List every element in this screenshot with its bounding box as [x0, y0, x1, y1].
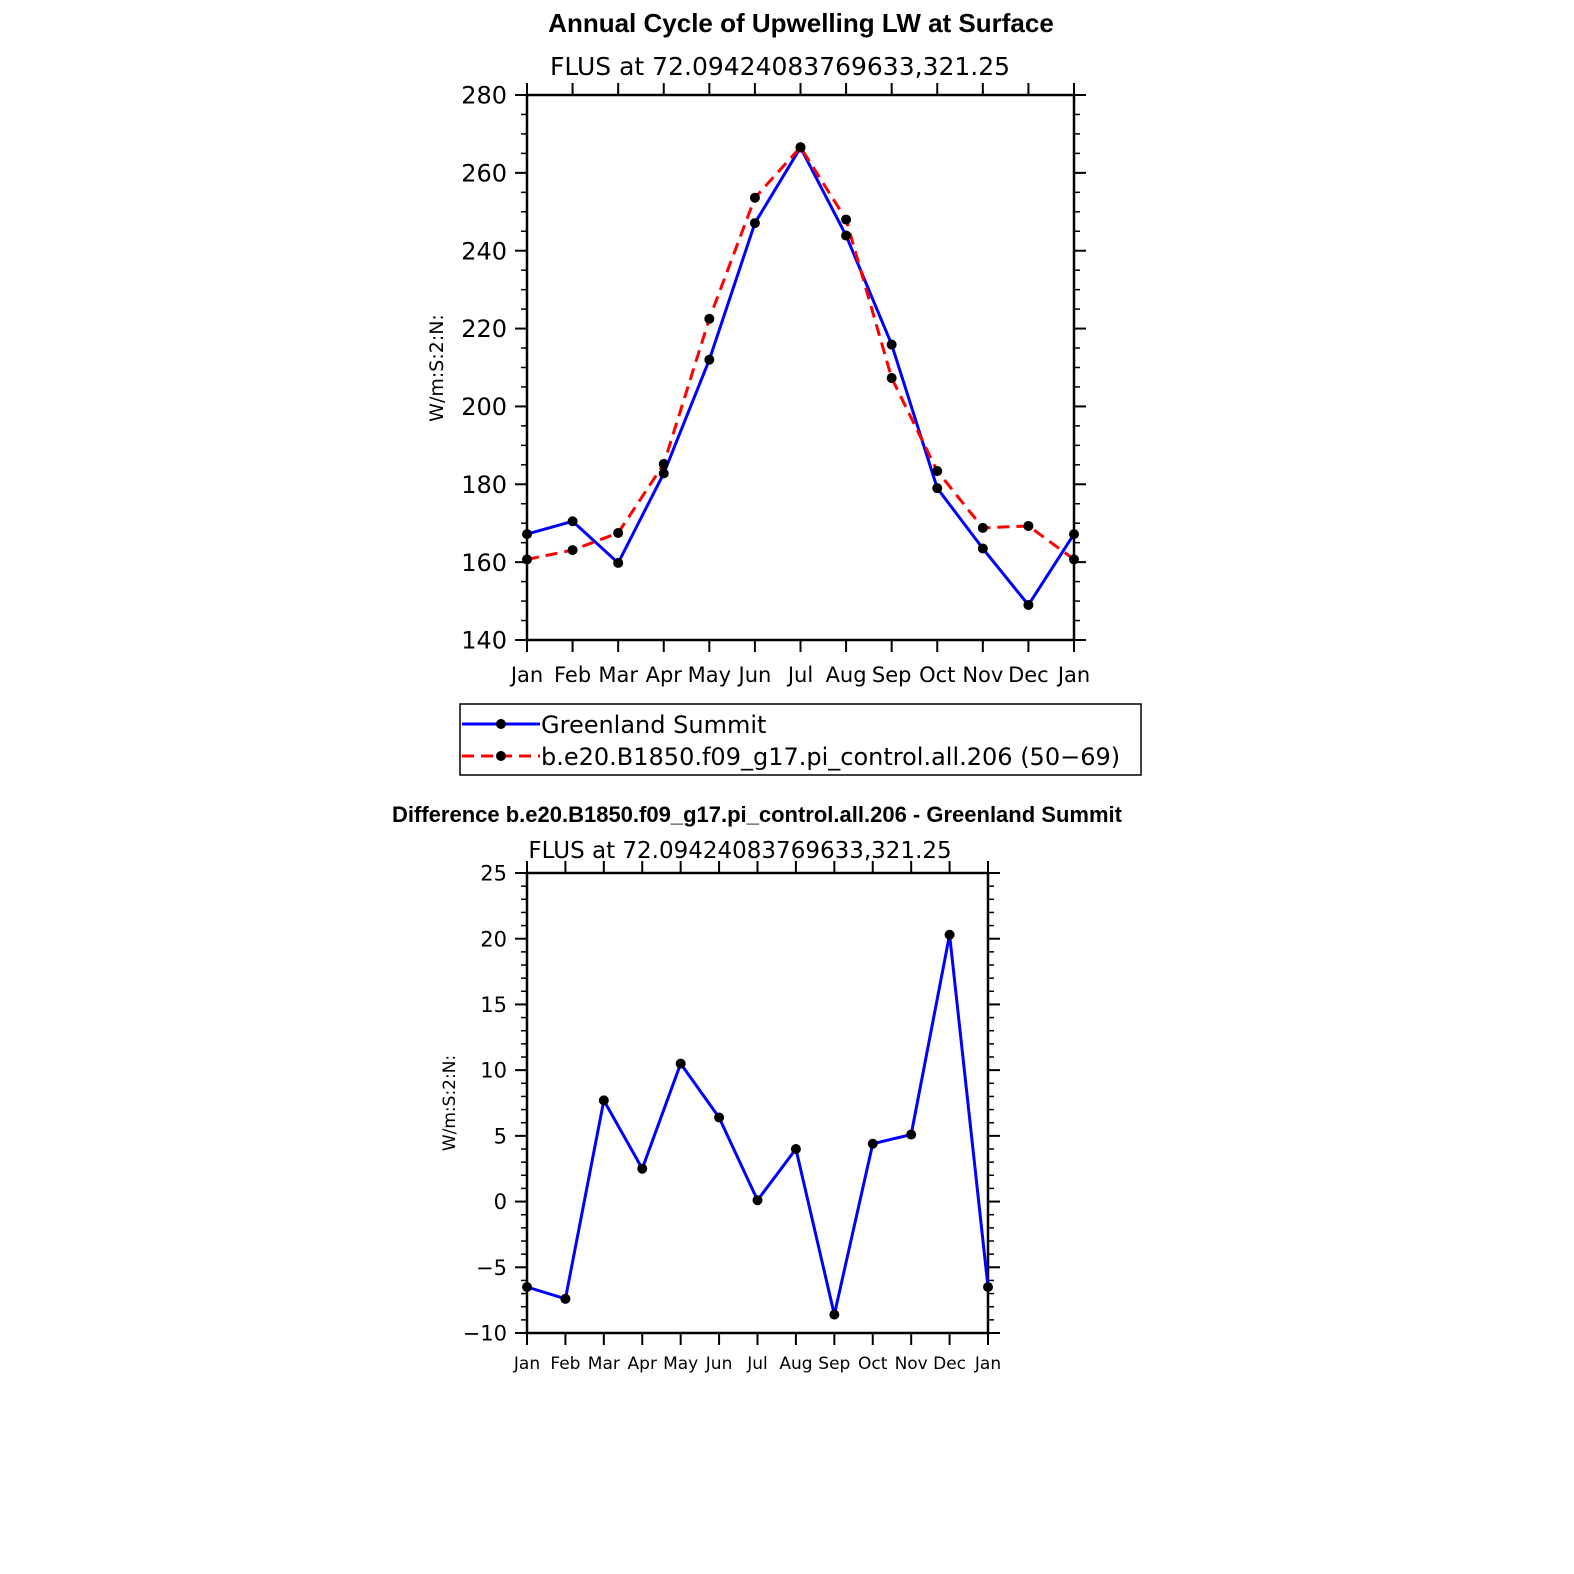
y-tick-label: 260	[461, 159, 507, 188]
series-1-point	[796, 142, 806, 152]
top-chart	[426, 8, 1141, 775]
y-tick-label: 200	[461, 393, 507, 422]
y-tick-label: 15	[480, 992, 507, 1017]
series-0-point	[522, 1282, 532, 1292]
series-1-point	[1069, 554, 1079, 564]
series-1-point	[887, 373, 897, 383]
y-tick-label: 240	[461, 237, 507, 266]
series-1-point	[659, 459, 669, 469]
series-1-point	[841, 215, 851, 225]
top-plot-area	[461, 82, 1090, 687]
series-0-point	[945, 930, 955, 940]
series-1-point	[704, 314, 714, 324]
series-0-point	[753, 1195, 763, 1205]
series-0-point	[791, 1144, 801, 1154]
x-tick-label: May	[663, 1354, 699, 1374]
series-1-point	[932, 466, 942, 476]
series-1-point	[978, 523, 988, 533]
series-0-point	[750, 218, 760, 228]
series-0-point	[887, 340, 897, 350]
x-tick-label: Apr	[645, 663, 682, 687]
y-tick-label: 0	[493, 1190, 507, 1215]
x-tick-label: Feb	[550, 1354, 581, 1374]
series-0-point	[568, 516, 578, 526]
series-1-point	[750, 193, 760, 203]
series-0-point	[676, 1059, 686, 1069]
series-0-point	[1069, 529, 1079, 539]
series-0-point	[978, 544, 988, 554]
top-chart-subtitle: FLUS at 72.09424083769633,321.25	[549, 52, 1011, 81]
bottom-chart-title: Difference b.e20.B1850.f09_g17.pi_control.all.206 - Greenland Summit	[392, 802, 1122, 827]
y-tick-label: 10	[480, 1058, 507, 1083]
series-0-point	[659, 468, 669, 478]
x-tick-label: Jun	[705, 1354, 733, 1374]
series-1-point	[613, 528, 623, 538]
plot-frame	[527, 873, 988, 1333]
x-tick-label: Dec	[1008, 663, 1049, 687]
y-tick-label: 20	[480, 927, 507, 952]
x-tick-label: Sep	[871, 663, 912, 687]
y-tick-label: 25	[480, 861, 507, 886]
x-tick-label: Mar	[598, 663, 638, 687]
series-0-point	[637, 1164, 647, 1174]
bottom-chart-subtitle: FLUS at 72.09424083769633,321.25	[528, 838, 952, 864]
bottom-plot-area	[463, 861, 1001, 1374]
y-tick-label: 220	[461, 315, 507, 344]
x-tick-label: Jan	[1057, 663, 1091, 687]
series-0-point	[599, 1095, 609, 1105]
series-0-point	[932, 483, 942, 493]
legend-marker-2	[496, 751, 506, 761]
bottom-chart	[392, 802, 1123, 1374]
x-tick-label: Sep	[818, 1354, 851, 1374]
series-0-point	[714, 1112, 724, 1122]
x-tick-label: Jan	[510, 663, 544, 687]
top-chart-title: Annual Cycle of Upwelling LW at Surface	[548, 8, 1054, 38]
x-tick-label: Oct	[858, 1354, 888, 1374]
y-tick-label: 280	[461, 81, 507, 110]
series-1-point	[568, 545, 578, 555]
x-tick-label: Jan	[974, 1354, 1002, 1374]
x-tick-label: Dec	[933, 1354, 967, 1374]
series-0-point	[906, 1130, 916, 1140]
series-0-point	[560, 1294, 570, 1304]
series-0-point	[613, 558, 623, 568]
legend-marker-1	[496, 719, 506, 729]
series-0-point	[1023, 600, 1033, 610]
x-tick-label: Feb	[553, 663, 592, 687]
x-tick-label: Aug	[779, 1354, 813, 1374]
x-tick-label: Jul	[787, 663, 814, 687]
y-tick-label: 5	[493, 1124, 507, 1149]
y-tick-label: 140	[461, 626, 507, 655]
x-tick-label: Mar	[587, 1354, 620, 1374]
top-legend	[460, 704, 1141, 775]
x-tick-label: Apr	[627, 1354, 657, 1374]
x-tick-label: Oct	[919, 663, 956, 687]
y-tick-label: −5	[476, 1255, 507, 1280]
x-tick-label: Jul	[747, 1354, 768, 1374]
x-tick-label: Jun	[738, 663, 772, 687]
series-0-point	[522, 529, 532, 539]
x-tick-label: Nov	[894, 1354, 928, 1374]
x-tick-label: May	[687, 663, 732, 687]
series-0-point	[704, 355, 714, 365]
x-tick-label: Jan	[513, 1354, 541, 1374]
series-line-1	[527, 147, 1074, 559]
legend-label-1: Greenland Summit	[541, 711, 767, 739]
series-0-point	[829, 1310, 839, 1320]
series-1-point	[522, 554, 532, 564]
series-0-point	[841, 231, 851, 241]
x-tick-label: Nov	[962, 663, 1004, 687]
series-0-point	[868, 1139, 878, 1149]
y-tick-label: −10	[462, 1321, 507, 1346]
bottom-chart-ylabel: W/m:S:2:N:	[440, 1054, 460, 1152]
y-tick-label: 160	[461, 548, 507, 577]
legend-label-2: b.e20.B1850.f09_g17.pi_control.all.206 (50−69)	[541, 743, 1121, 771]
y-tick-label: 180	[461, 470, 507, 499]
x-tick-label: Aug	[825, 663, 867, 687]
top-chart-ylabel: W/m:S:2:N:	[426, 314, 448, 422]
series-1-point	[1023, 521, 1033, 531]
series-line-0	[527, 935, 988, 1315]
series-0-point	[983, 1282, 993, 1292]
